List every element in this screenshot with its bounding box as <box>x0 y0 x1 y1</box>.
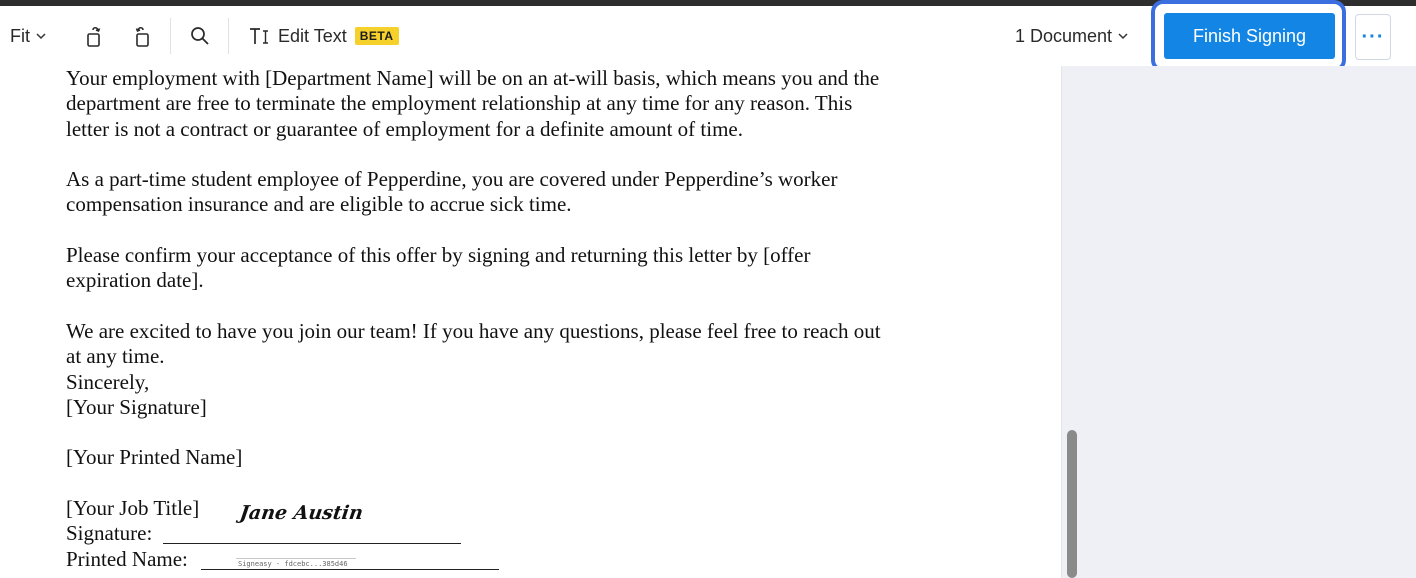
document-selector-label: 1 Document <box>1015 25 1113 46</box>
text-line: As a part-time student employee of Pepperdine, you are covered under Pepperdine’s worker <box>66 167 838 192</box>
chevron-down-icon <box>1118 31 1128 41</box>
document-viewer[interactable] <box>0 66 1060 578</box>
zoom-fit-label: Fit <box>10 25 30 46</box>
text-cursor-icon <box>248 25 270 47</box>
paragraph <box>66 66 966 142</box>
text-line: letter is not a contract or guarantee of employment for a definite amount of time. <box>66 116 744 141</box>
toolbar-divider <box>228 18 229 54</box>
signature-underline <box>163 543 461 544</box>
search-icon <box>190 26 210 46</box>
paragraph <box>66 167 966 218</box>
toolbar-divider <box>170 18 171 54</box>
job-title-placeholder: [Your Job Title] <box>66 496 200 521</box>
more-options-button[interactable] <box>1355 14 1391 60</box>
text-line: We are excited to have you join our team! If you have any questions, please feel free to reach out <box>66 318 881 343</box>
zoom-fit-dropdown[interactable] <box>10 24 46 48</box>
signature-label: Signature: <box>66 521 153 546</box>
rotate-right-icon <box>131 24 153 48</box>
text-line: Your employment with [Department Name] will be on an at-will basis, which means you and the <box>66 66 880 90</box>
text-line: [Your Signature] <box>66 394 207 419</box>
rotate-left-button[interactable] <box>80 22 108 50</box>
right-side-panel <box>1061 66 1416 578</box>
text-line: department are free to terminate the employment relationship at any time for any reason. This <box>66 91 853 116</box>
printed-name-placeholder: [Your Printed Name] <box>66 445 243 470</box>
paragraph <box>66 243 966 294</box>
rotate-left-icon <box>83 24 105 48</box>
edit-text-label: Edit Text <box>278 25 347 46</box>
edit-text-button[interactable] <box>248 24 399 48</box>
chevron-down-icon <box>36 31 46 41</box>
rotate-right-button[interactable] <box>128 22 156 50</box>
finish-signing-highlight <box>1151 0 1346 72</box>
document-selector-dropdown[interactable] <box>1015 24 1128 48</box>
printed-name-label: Printed Name: <box>66 546 188 571</box>
text-line: compensation insurance and are eligible to accrue sick time. <box>66 192 572 217</box>
text-line: Sincerely, <box>66 369 150 394</box>
text-line: at any time. <box>66 344 165 369</box>
finish-signing-button[interactable]: Finish Signing <box>1164 13 1335 59</box>
beta-badge: BETA <box>355 27 399 45</box>
more-icon: ··· <box>1361 25 1385 48</box>
printed-name-field[interactable]: Signeasy - fdcebc...385d46 <box>236 558 356 570</box>
text-line: Please confirm your acceptance of this offer by signing and returning this letter by [offer <box>66 243 811 268</box>
closing-block <box>66 319 966 420</box>
signature-field[interactable]: Jane Austin <box>238 502 365 524</box>
search-button[interactable] <box>186 22 214 50</box>
document-page <box>66 66 966 572</box>
scrollbar-thumb[interactable] <box>1067 430 1077 578</box>
text-line: expiration date]. <box>66 268 204 293</box>
